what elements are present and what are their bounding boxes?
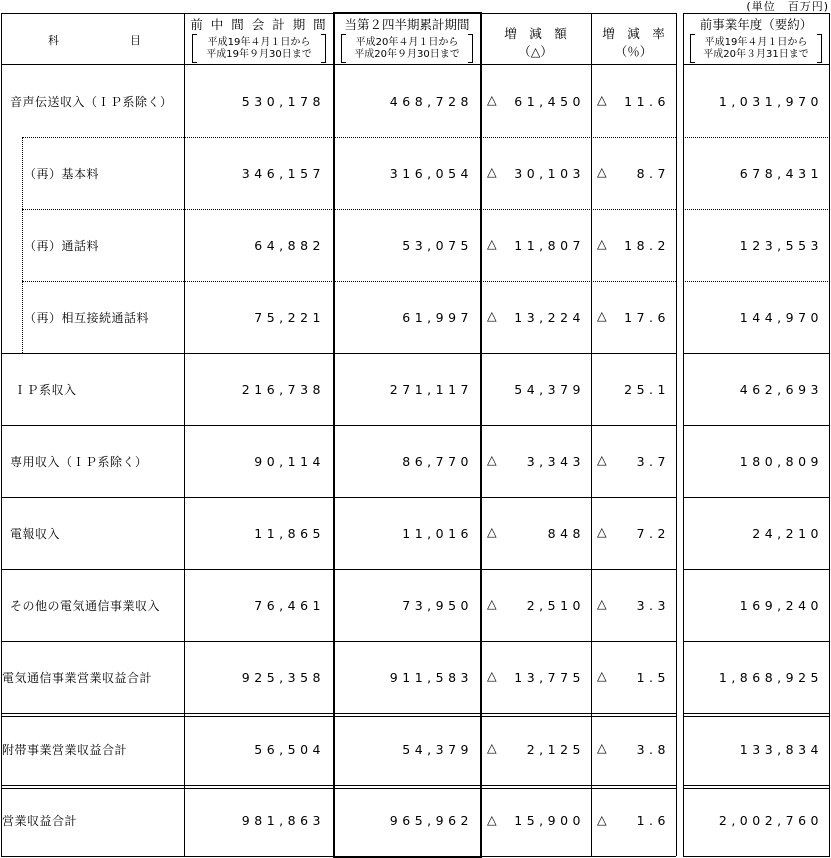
cell-prev: 216,738 [241, 381, 325, 397]
row-label: ＩＰ系収入 [14, 382, 77, 397]
cell-year: 123,553 [739, 237, 823, 253]
cell-cur: 911,583 [389, 669, 473, 685]
header-change-sub: （△） [518, 44, 553, 59]
cell-cur: 271,117 [389, 381, 473, 397]
bracket-right [321, 34, 326, 63]
unit-note: (単位 百万円) [746, 0, 829, 13]
cell-diff: 30,103 [514, 165, 585, 181]
cell-year: 169,240 [739, 597, 823, 613]
header-prev-interim [185, 14, 333, 64]
negative-mark: △ [487, 740, 497, 755]
cell-year: 1,031,970 [718, 93, 823, 109]
cell-diff: 13,775 [514, 669, 585, 685]
header-prev-interim-title: 前 中 間 会 計 期 間 [190, 17, 328, 32]
negative-mark: △ [597, 164, 607, 179]
header-prev-year-sub1: 平成19年４月１日から [704, 37, 808, 48]
cell-rate: 25.1 [624, 381, 670, 397]
cell-prev: 64,882 [254, 237, 325, 253]
header-prev-year-sub2: 平成20年３月31日まで [703, 49, 809, 60]
cell-diff: 15,900 [514, 813, 585, 828]
negative-mark: △ [597, 740, 607, 755]
cell-diff: 848 [547, 525, 585, 541]
cell-cur: 61,997 [402, 309, 473, 325]
cell-rate: 17.6 [624, 309, 670, 325]
header-change [481, 14, 590, 64]
cell-cur: 468,728 [389, 93, 473, 109]
cell-prev: 925,358 [241, 669, 325, 685]
header-item-left: 科 [48, 34, 61, 47]
header-prev-interim-sub2: 平成19年９月30日まで [206, 49, 312, 60]
negative-mark: △ [487, 668, 497, 683]
bracket-right [817, 34, 822, 63]
cell-rate: 7.2 [636, 525, 670, 541]
cell-prev: 56,504 [254, 741, 325, 757]
cell-rate: 3.3 [636, 597, 670, 613]
bracket-left [690, 34, 695, 63]
cell-diff: 61,450 [514, 93, 585, 109]
negative-mark: △ [487, 164, 497, 179]
cell-prev: 11,865 [254, 525, 325, 541]
negative-mark: △ [597, 452, 607, 467]
cell-year: 1,868,925 [718, 669, 823, 685]
negative-mark: △ [487, 308, 497, 323]
top-border [683, 13, 830, 14]
cell-cur: 965,962 [389, 813, 473, 828]
header-current-sub2: 平成20年９月30日まで [354, 49, 460, 60]
cell-year: 144,970 [739, 309, 823, 325]
negative-mark: △ [487, 596, 497, 611]
cell-diff: 13,224 [514, 309, 585, 325]
header-rate-title: 増 減 率 [602, 26, 665, 41]
row-label: 専用収入（ＩＰ系除く） [10, 454, 148, 469]
header-rate-sub: （％） [614, 44, 653, 59]
row-label: 附帯事業営業収益合計 [2, 742, 128, 757]
negative-mark: △ [487, 92, 497, 107]
negative-mark: △ [487, 811, 497, 827]
cell-cur: 53,075 [402, 237, 473, 253]
negative-mark: △ [487, 236, 497, 251]
row-label: 音声伝送収入（ＩＰ系除く） [10, 94, 173, 109]
cell-prev: 76,461 [254, 597, 325, 613]
cell-diff: 54,379 [514, 381, 585, 397]
row-label: 電報収入 [10, 526, 61, 541]
cell-rate: 11.6 [624, 93, 670, 109]
cell-prev: 75,221 [254, 309, 325, 325]
cell-cur: 316,054 [389, 165, 473, 181]
row-label: （再）基本料 [24, 166, 100, 181]
header-rate [591, 14, 676, 64]
header-item-right: 目 [130, 34, 143, 47]
cell-diff: 2,510 [526, 597, 585, 613]
sub-indent-line [22, 137, 23, 353]
cell-diff: 2,125 [526, 741, 585, 757]
cell-cur: 54,379 [402, 741, 473, 757]
negative-mark: △ [597, 92, 607, 107]
row-label: （再）相互接続通話料 [24, 310, 150, 325]
cell-year: 2,002,760 [718, 813, 823, 828]
cell-prev: 981,863 [241, 813, 325, 828]
cell-diff: 3,343 [526, 453, 585, 469]
header-current-title: 当第２四半期累計期間 [344, 17, 470, 32]
negative-mark: △ [597, 236, 607, 251]
row-label: 電気通信事業営業収益合計 [2, 670, 153, 685]
row-label: 営業収益合計 [2, 814, 78, 828]
cell-cur: 11,016 [402, 525, 473, 541]
cell-rate: 8.7 [636, 165, 670, 181]
cell-prev: 346,157 [241, 165, 325, 181]
cell-year: 678,431 [739, 165, 823, 181]
cell-year: 133,834 [739, 741, 823, 757]
cell-cur: 73,950 [402, 597, 473, 613]
cell-prev: 90,114 [254, 453, 325, 469]
header-change-title: 増 減 額 [504, 26, 567, 41]
negative-mark: △ [597, 668, 607, 683]
header-current-sub1: 平成20年４月１日から [355, 37, 459, 48]
negative-mark: △ [597, 308, 607, 323]
column-line [676, 13, 677, 856]
cell-rate: 18.2 [624, 237, 670, 253]
header-prev-interim-sub1: 平成19年４月１日から [207, 37, 311, 48]
negative-mark: △ [597, 524, 607, 539]
cell-year: 180,809 [739, 453, 823, 469]
cell-year: 24,210 [752, 525, 823, 541]
cell-rate: 1.6 [636, 813, 670, 828]
row-label: （再）通話料 [24, 238, 100, 253]
header-item [2, 14, 182, 64]
cell-rate: 3.8 [636, 741, 670, 757]
header-prev-year [683, 14, 829, 64]
negative-mark: △ [487, 524, 497, 539]
bracket-left [192, 34, 197, 63]
cell-year: 462,693 [739, 381, 823, 397]
header-prev-year-title: 前事業年度（要約） [699, 17, 813, 32]
negative-mark: △ [487, 452, 497, 467]
cell-prev: 530,178 [241, 93, 325, 109]
cell-rate: 3.7 [636, 453, 670, 469]
column-line [829, 13, 830, 856]
cell-diff: 11,807 [514, 237, 585, 253]
cell-rate: 1.5 [636, 669, 670, 685]
negative-mark: △ [597, 811, 607, 827]
negative-mark: △ [597, 596, 607, 611]
row-label: その他の電気通信事業収入 [10, 598, 161, 613]
cell-cur: 86,770 [402, 453, 473, 469]
